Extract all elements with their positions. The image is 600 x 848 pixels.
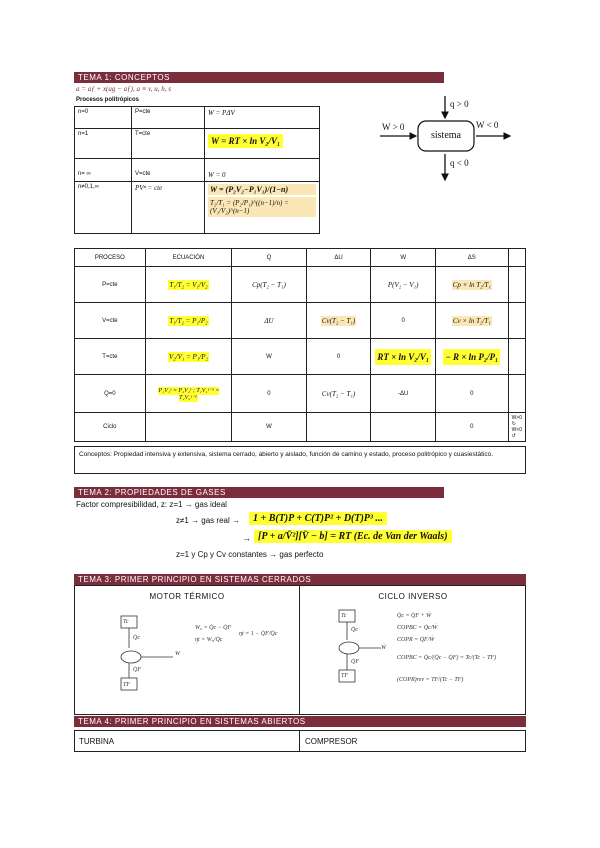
tema3-header [74, 574, 526, 585]
table-row [75, 339, 526, 375]
cell: 0 [435, 413, 508, 442]
table-row [75, 267, 526, 303]
tema2-line1: Factor compresibilidad, z: z=1 → gas ideal [76, 500, 227, 509]
inverso-tf-label: TF [341, 673, 349, 679]
cell: P=cte [132, 107, 205, 129]
virial-equation: 1 + B(T)P + C(T)P² + D(T)P³ ... [249, 512, 387, 525]
cell: 0 [232, 375, 307, 413]
entropy-highlight: Cp × ln T₂/T₁ [452, 280, 491, 289]
cell: V=cte [75, 303, 146, 339]
tema1-header [74, 72, 444, 83]
cell: n≠0,1,∞ [75, 182, 132, 234]
cell: P(V₂ − V₁) [371, 267, 436, 303]
table-row [75, 375, 526, 413]
motor-qc-label: Q̇c [133, 635, 140, 641]
motor-w-label: W [175, 651, 180, 657]
table-header-row [75, 249, 526, 267]
cell: 0 [306, 339, 371, 375]
tema3-box [74, 585, 526, 715]
cell: Q=0 [75, 375, 146, 413]
cell: ΔU [232, 303, 307, 339]
inverso-note: COPBC = Q̇c/Ẇ [397, 625, 438, 631]
cell: W>0 ↻ W<0 ↺ [508, 413, 525, 442]
motor-qf-label: Q̇F [133, 667, 141, 673]
tema1-formula: a = aƒ + x(ag − aƒ), a ≡ v, u, h, s [76, 85, 171, 93]
cell [371, 413, 436, 442]
entropy-highlight: − R × ln P₂/P₁ [443, 349, 500, 365]
inverso-note: COPR = Q̇F/Ẇ [397, 637, 435, 643]
cell: W = 0 [205, 159, 320, 182]
entropy-highlight: Cv × ln T₂/T₁ [452, 316, 491, 325]
process-table [74, 248, 526, 442]
header-cell [508, 249, 525, 267]
motor-note: ηt = W₀/Q̇c [195, 637, 223, 643]
tema4-box [74, 730, 526, 752]
tema1-title: TEMA 1: CONCEPTOS [78, 73, 170, 82]
cell [508, 303, 525, 339]
system-diagram [380, 96, 530, 186]
cell [508, 375, 525, 413]
table-row [75, 413, 526, 442]
motor-tf-label: TF [123, 682, 131, 688]
diagram-arrows [380, 96, 530, 186]
header-cell: W [371, 249, 436, 267]
table-row [75, 182, 320, 234]
cell [145, 413, 232, 442]
q-out-label: q < 0 [450, 158, 469, 168]
cell: P=cte [75, 267, 146, 303]
cell: Cv(T₂ − T₁) [306, 375, 371, 413]
table-row [75, 107, 320, 129]
motor-termico-title: MOTOR TÉRMICO [149, 592, 225, 601]
inverso-note: COPBC = Q̇c/(Q̇c − Q̇F) = Tc/(Tc − TF) [397, 655, 497, 661]
tema4-title: TEMA 4: PRIMER PRINCIPIO EN SISTEMAS ABIERTOS [78, 717, 306, 726]
tema2-line3: z=1 y Cp y Cv constantes → gas perfecto [176, 550, 324, 559]
inverso-qf-label: Q̇F [351, 659, 359, 665]
table-row [75, 159, 320, 182]
header-cell: ECUACIÓN [145, 249, 232, 267]
cell: n=1 [75, 129, 132, 159]
header-cell: ΔU [306, 249, 371, 267]
cell: T=cte [75, 339, 146, 375]
politropic-table [74, 106, 320, 234]
tema2-arrow: → [242, 533, 251, 543]
tema3-title: TEMA 3: PRIMER PRINCIPIO EN SISTEMAS CERRADOS [78, 575, 312, 584]
cell: -ΔU [371, 375, 436, 413]
cell: n= ∞ [75, 159, 132, 182]
cell: V=cte [132, 159, 205, 182]
formula-highlight: W = RT × ln V₂/V₁ [208, 134, 283, 148]
header-cell: PROCESO [75, 249, 146, 267]
cell: Cp(T₂ − T₁) [232, 267, 307, 303]
equation-highlight: P₁V₁ᵞ = P₂V₂ᵞ ; T₁V₁ᵞ⁻¹ = T₂V₂ᵞ⁻¹ [158, 387, 220, 401]
header-cell: ΔS [435, 249, 508, 267]
cell: T=cte [132, 129, 205, 159]
cell [306, 267, 371, 303]
cell [508, 267, 525, 303]
conceptos-box [74, 446, 526, 474]
conceptos-text: Conceptos: Propiedad intensiva y extensiva, sistema cerrado, abierto y aislado, función de camino y estado, proceso politrópico y cuasiestático. [79, 451, 494, 458]
motor-note: W₀ = Q̇c − Q̇F [195, 625, 232, 631]
tema2-header [74, 487, 444, 498]
cell: Ciclo [75, 413, 146, 442]
w-in-label: W > 0 [382, 122, 405, 132]
tema2-line2: z≠1 → gas real → [176, 516, 240, 525]
equation-highlight: V₂/V₁ = P₁/P₂ [168, 352, 208, 361]
divider [299, 731, 300, 751]
inverso-note: Q̇c = Q̇F + Ẇ [397, 613, 432, 619]
equation-highlight: T₁/T₂ = V₁/V₂ [169, 280, 208, 289]
inverso-note: (COPR)rev = TF/(Tc − TF) [397, 677, 464, 683]
tema4-header [74, 716, 526, 727]
cell: W [232, 339, 307, 375]
compresor-label: COMPRESOR [305, 737, 358, 746]
cell: 0 [371, 303, 436, 339]
van-der-waals-equation: [P + a/V̄²][V̄ − b] = RT (Ec. de Van der Waals) [254, 530, 452, 543]
motor-tc-label: Tc [123, 619, 129, 625]
cell [508, 339, 525, 375]
q-in-label: q > 0 [450, 99, 469, 109]
work-highlight: RT × ln V₂/V₁ [375, 349, 431, 365]
table-row [75, 303, 526, 339]
cell: 0 [435, 375, 508, 413]
inverso-tc-label: Tc [341, 613, 347, 619]
divider [299, 586, 300, 714]
cell: W = PΔV [205, 107, 320, 129]
motor-note: ηt = 1 − Q̇F/Q̇c [239, 631, 278, 637]
turbina-label: TURBINA [79, 737, 115, 746]
cell [306, 413, 371, 442]
formula-highlight: W = (P₂V₂−P₁V₁)/(1−n) [208, 184, 316, 195]
ciclo-inverso-title: CICLO INVERSO [378, 592, 448, 601]
formula-highlight: T₂/T₁ = (P₂/P₁)^((n−1)/n) = (V₁/V₂)^(n−1) [208, 197, 316, 217]
equation-highlight: T₁/T₂ = P₁/P₂ [169, 316, 208, 325]
cell: n=0 [75, 107, 132, 129]
inverso-qc-label: Q̇c [351, 627, 358, 633]
header-cell: Q [232, 249, 307, 267]
sistema-label: sistema [431, 130, 461, 141]
tema1-subtitle: Procesos politrópicos [76, 97, 140, 103]
table-row [75, 129, 320, 159]
cell: W [232, 413, 307, 442]
w-out-label: W < 0 [476, 120, 499, 130]
cell: PVⁿ = cte [132, 182, 205, 234]
tema2-title: TEMA 2: PROPIEDADES DE GASES [78, 488, 226, 497]
inverso-w-label: Ẇ [381, 645, 386, 651]
du-highlight: Cv(T₂ − T₁) [321, 316, 356, 325]
